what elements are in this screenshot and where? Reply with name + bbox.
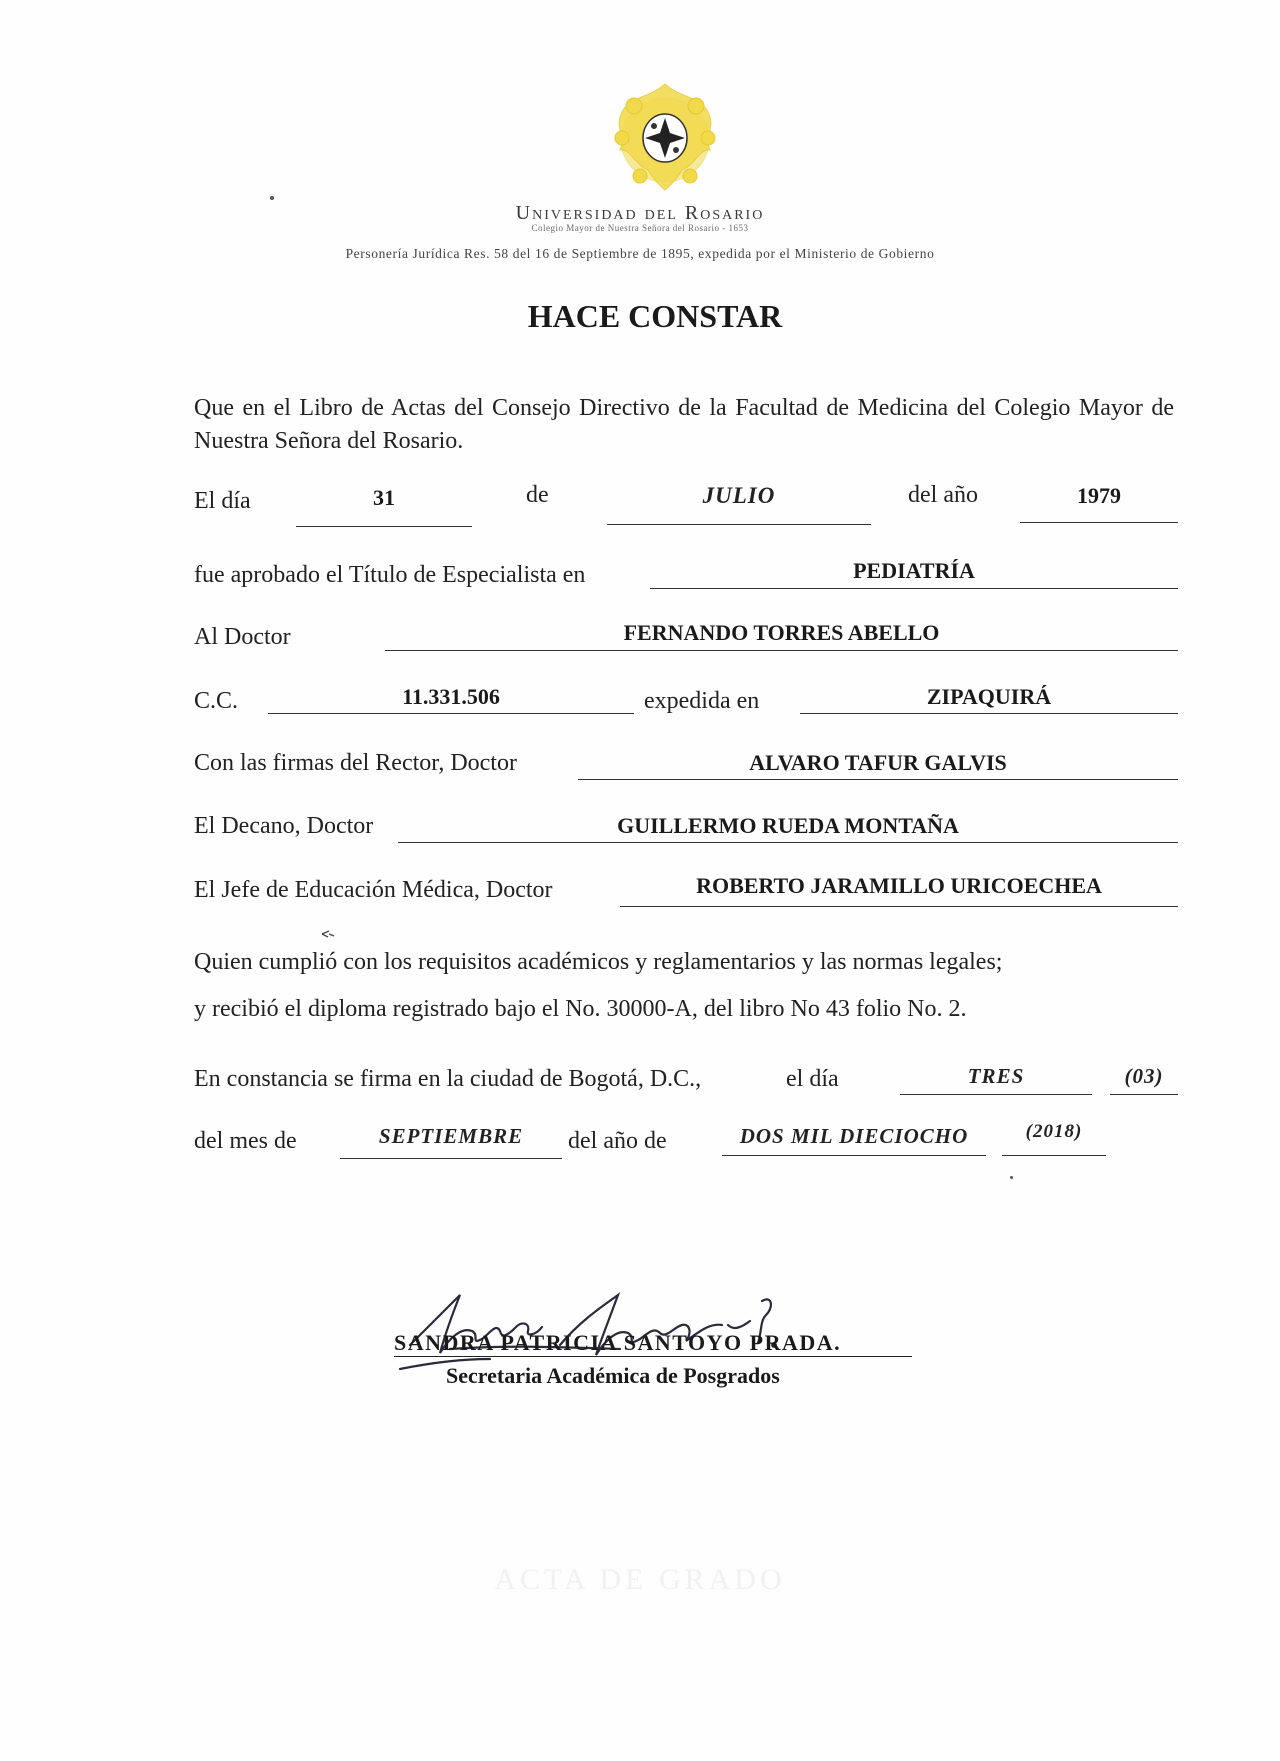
el-dia-label: El día (194, 488, 251, 514)
university-crest-logo (600, 78, 730, 198)
specialty-value: PEDIATRÍA (853, 558, 975, 583)
jefe-underline (620, 906, 1178, 907)
signatory-position: Secretaria Académica de Posgrados (446, 1363, 780, 1388)
ink-mark-icon (320, 928, 336, 940)
legal-status-line: Personería Jurídica Res. 58 del 16 de Septiembre de 1895, expedida por el Ministerio de Gobierno (345, 246, 935, 261)
rector-underline (578, 779, 1178, 780)
day-underline (296, 526, 472, 527)
de-label: de (526, 482, 549, 508)
constancia-daynum-underline (1110, 1094, 1178, 1095)
constancia-day-underline (900, 1094, 1092, 1095)
constancia-year-number: (2018) (1025, 1121, 1083, 1142)
intro-paragraph: Que en el Libro de Actas del Consejo Directivo de la Facultad de Medicina del Colegio Mayor de Nuestra Señora del Rosario. (194, 395, 1174, 454)
year-value: 1979 (1077, 483, 1121, 508)
decano-value: GUILLERMO RUEDA MONTAÑA (617, 813, 959, 838)
watermark-text: ACTA DE GRADO (494, 1563, 786, 1596)
specialty-underline (650, 588, 1178, 589)
signature-underline (394, 1356, 912, 1357)
constancia-dia-label: el día (786, 1066, 839, 1092)
month-underline (607, 524, 871, 525)
document-title: HACE CONSTAR (527, 298, 783, 334)
cc-label: C.C. (194, 688, 239, 714)
cc-value: 11.331.506 (402, 684, 500, 709)
constancia-year-words: DOS MIL DIECIOCHO (739, 1124, 969, 1148)
constancia-text: En constancia se firma en la ciudad de Bogotá, D.C., (194, 1066, 702, 1092)
decano-label: El Decano, Doctor (194, 813, 374, 839)
constancia-ano-label: del año de (568, 1128, 667, 1154)
doctor-underline (385, 650, 1178, 651)
signatory-name: SANDRA PATRICIA SANTOYO PRADA. (394, 1330, 842, 1355)
constancia-yearnum-underline (1002, 1155, 1106, 1156)
requirements-line-2: y recibió el diploma registrado bajo el No. 30000-A, del libro No 43 folio No. 2. (194, 996, 967, 1022)
expedida-label: expedida en (644, 688, 760, 714)
expedida-value: ZIPAQUIRÁ (926, 684, 1052, 709)
ink-dot (1010, 1176, 1013, 1179)
constancia-year-underline (722, 1155, 986, 1156)
month-value: JULIO (702, 483, 776, 508)
constancia-month: SEPTIEMBRE (378, 1124, 524, 1148)
ink-dot (270, 196, 274, 200)
titulo-label: fue aprobado el Título de Especialista en (194, 562, 586, 588)
rector-label: Con las firmas del Rector, Doctor (194, 750, 517, 776)
del-ano-label: del año (908, 482, 978, 508)
constancia-month-underline (340, 1158, 562, 1159)
constancia-mes-label: del mes de (194, 1128, 297, 1154)
expedida-underline (800, 713, 1178, 714)
constancia-day-number: (03) (1124, 1064, 1164, 1088)
decano-underline (398, 842, 1178, 843)
rector-value: ALVARO TAFUR GALVIS (749, 750, 1007, 775)
university-subtitle: Colegio Mayor de Nuestra Señora del Rosario - 1653 (531, 223, 749, 233)
year-underline (1020, 522, 1178, 523)
cc-underline (268, 713, 634, 714)
requirements-line-1: Quien cumplió con los requisitos académicos y reglamentarios y las normas legales; (194, 949, 1003, 975)
university-name: Universidad del Rosario (515, 202, 765, 224)
doctor-value: FERNANDO TORRES ABELLO (623, 620, 940, 645)
doctor-label: Al Doctor (194, 624, 291, 650)
day-value: 31 (373, 485, 395, 510)
jefe-label: El Jefe de Educación Médica, Doctor (194, 877, 553, 903)
jefe-value: ROBERTO JARAMILLO URICOECHEA (696, 873, 1102, 898)
constancia-day-words: TRES (967, 1064, 1025, 1088)
handwritten-signature (390, 1265, 880, 1375)
